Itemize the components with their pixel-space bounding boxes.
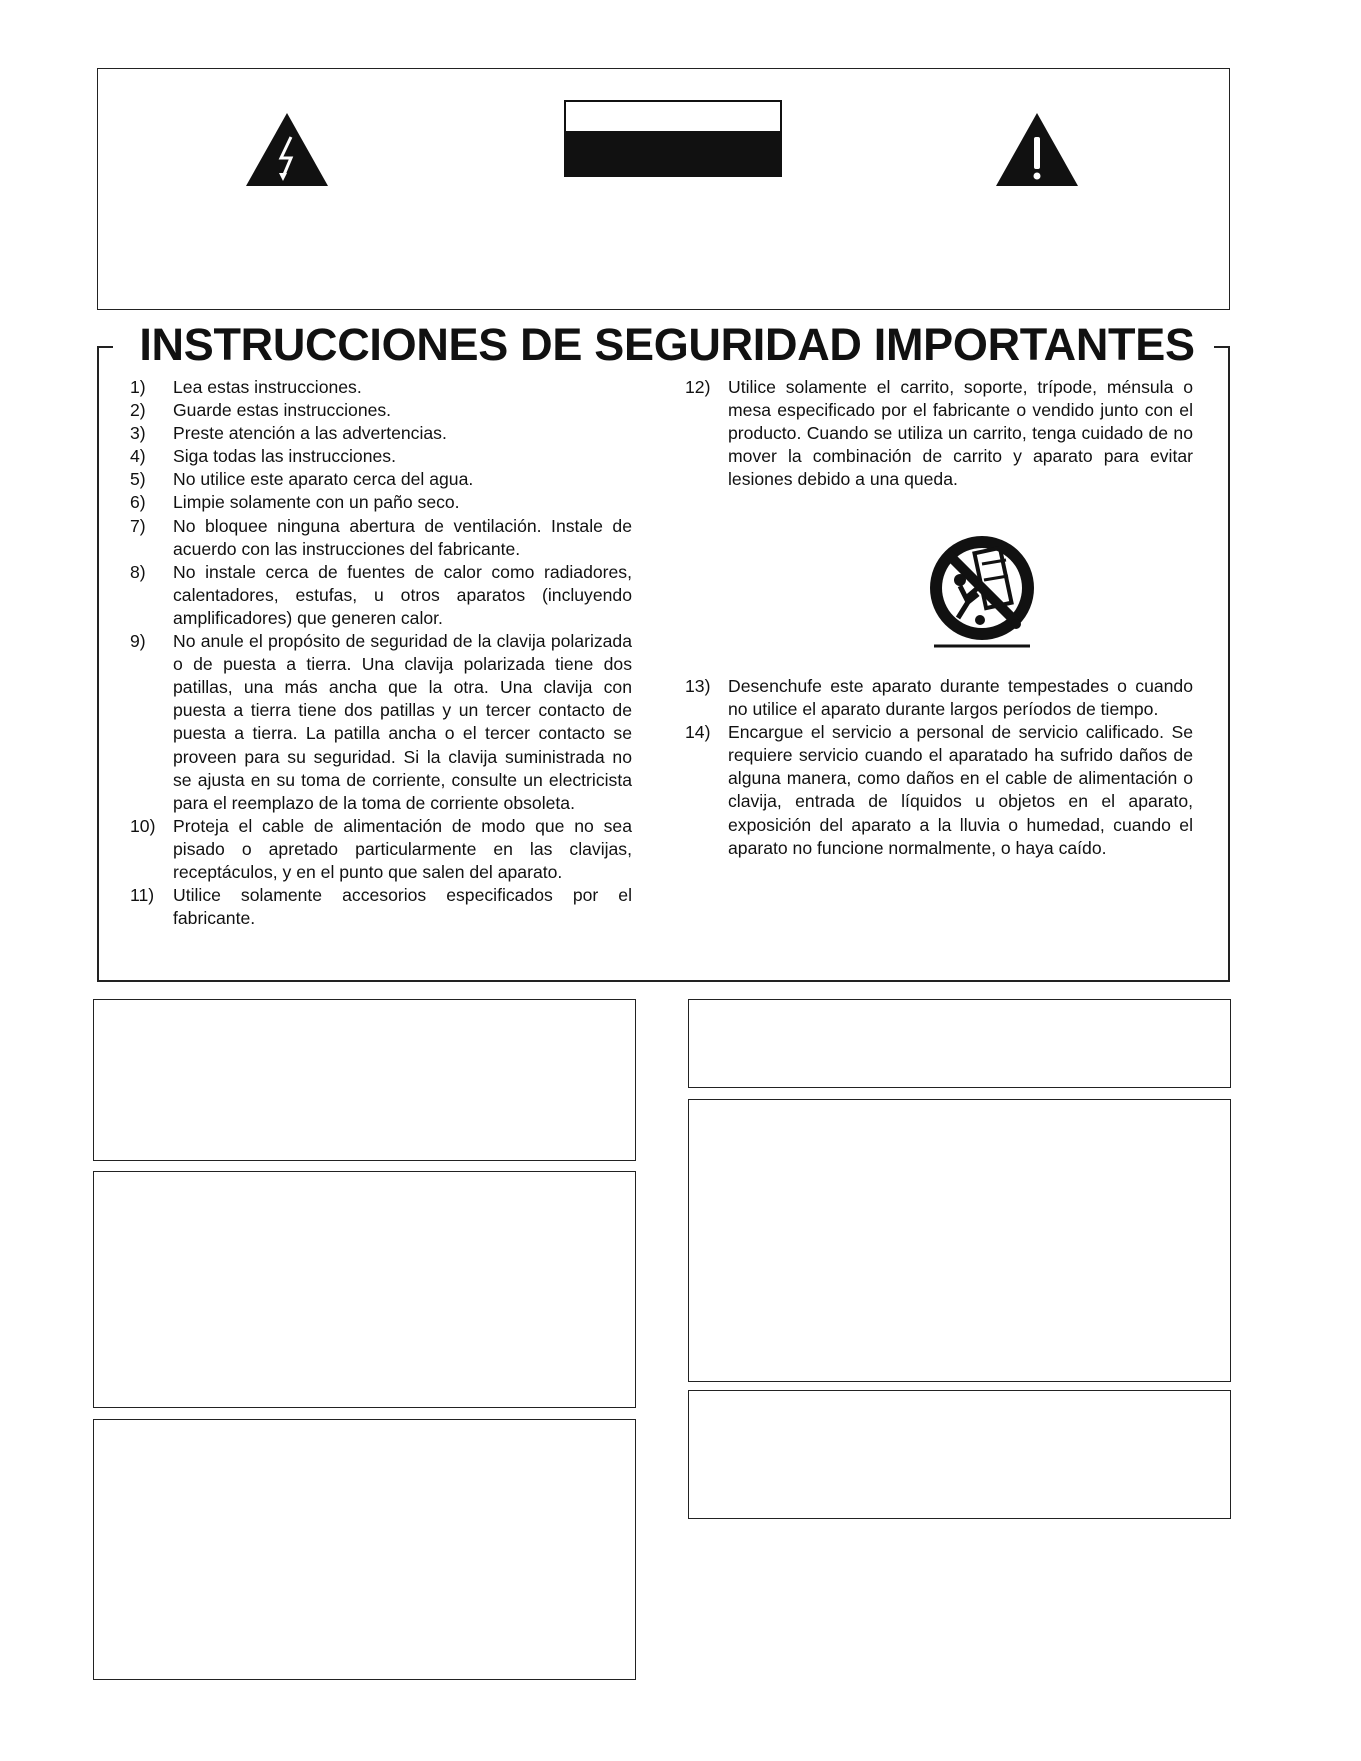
instructions-right-column-top <box>685 376 1193 491</box>
list-item <box>130 399 632 422</box>
item-number: 2) <box>130 400 146 421</box>
lightning-warning-icon <box>246 113 328 186</box>
item-text: Proteja el cable de alimentación de modo que no sea pisado o apretado particularmente en las clavijas, receptáculos, y en el punto que salen del aparato. <box>173 815 632 882</box>
cart-tip-over-warning-icon <box>918 528 1046 656</box>
list-item <box>130 561 632 630</box>
notice-box-right-3 <box>688 1390 1231 1519</box>
item-text: No anule el propósito de seguridad de la clavija polarizada o de puesta a tierra. Una clavija polarizada tiene dos patillas, una más ancha que la otra. Una clavija con puesta a tierra tiene dos patillas y un tercer contacto de puesta a tierra. La patilla ancha o el tercer contacto se proveen para su seguridad. Si la clavija suministrada no se ajusta en su toma de corriente, consulte un electricista para el reemplazo de la toma de corriente obsoleta. <box>173 631 632 813</box>
list-item <box>130 376 632 399</box>
item-number: 9) <box>130 631 146 652</box>
notice-box-right-1 <box>688 999 1231 1088</box>
caution-label-bar <box>566 131 780 175</box>
item-text: No utilice este aparato cerca del agua. <box>173 469 474 490</box>
item-number: 4) <box>130 446 146 467</box>
list-item <box>130 445 632 468</box>
item-number: 3) <box>130 423 146 444</box>
item-number: 13) <box>685 676 711 696</box>
item-text: Desenchufe este aparato durante tempestades o cuando no utilice el aparato durante largos períodos de tiempo. <box>728 676 1193 720</box>
item-number: 7) <box>130 515 146 536</box>
exclamation-warning-icon <box>996 113 1078 186</box>
item-number: 5) <box>130 469 146 490</box>
list-item <box>130 468 632 491</box>
notice-box-right-2 <box>688 1099 1231 1382</box>
list-item <box>130 630 632 815</box>
item-text: Utilice solamente el carrito, soporte, trípode, ménsula o mesa especificado por el fabricante o vendido junto con el producto. Cuando se utiliza un carrito, tenga cuidado de no mover la combinación de carrito y aparato para evitar lesiones debido a una queda. <box>728 377 1193 490</box>
list-item <box>130 815 632 884</box>
caution-label-block <box>564 100 782 177</box>
list-item <box>685 376 1193 491</box>
instructions-right-column-bottom <box>685 675 1193 860</box>
item-text: Guarde estas instrucciones. <box>173 400 392 421</box>
item-number: 8) <box>130 561 146 582</box>
list-item <box>130 884 632 930</box>
item-number: 6) <box>130 492 146 513</box>
list-item <box>130 422 632 445</box>
list-item <box>130 491 632 514</box>
page-title: INSTRUCCIONES DE SEGURIDAD IMPORTANTES <box>132 318 1202 372</box>
list-item <box>130 515 632 561</box>
list-item <box>685 721 1193 860</box>
instructions-left-column <box>130 376 632 930</box>
notice-box-left-3 <box>93 1419 636 1680</box>
item-number: 14) <box>685 722 711 743</box>
notice-box-left-2 <box>93 1171 636 1408</box>
item-text: Preste atención a las advertencias. <box>173 423 447 444</box>
item-number: 11) <box>130 885 155 906</box>
item-text: Limpie solamente con un paño seco. <box>173 492 460 513</box>
item-text: No bloquee ninguna abertura de ventilación. Instale de acuerdo con las instrucciones del fabricante. <box>173 515 632 559</box>
item-number: 10) <box>130 815 156 836</box>
item-text: Lea estas instrucciones. <box>173 377 362 397</box>
item-number: 1) <box>130 377 146 397</box>
notice-box-left-1 <box>93 999 636 1161</box>
item-text: No instale cerca de fuentes de calor como radiadores, calentadores, estufas, u otros aparatos (incluyendo amplificadores) que generen calor. <box>173 561 632 628</box>
item-text: Siga todas las instrucciones. <box>173 446 396 467</box>
item-text: Utilice solamente accesorios especificados por el fabricante. <box>173 885 632 929</box>
item-text: Encargue el servicio a personal de servicio calificado. Se requiere servicio cuando el aparatado ha sufrido daños de alguna manera, como daños en el cable de alimentación o clavija, entrada de líquidos u objetos en el aparato, exposición del aparato a la lluvia o humedad, cuando el aparato no funcione normalmente, o haya caído. <box>728 722 1193 858</box>
item-number: 12) <box>685 377 711 397</box>
list-item <box>685 675 1193 721</box>
